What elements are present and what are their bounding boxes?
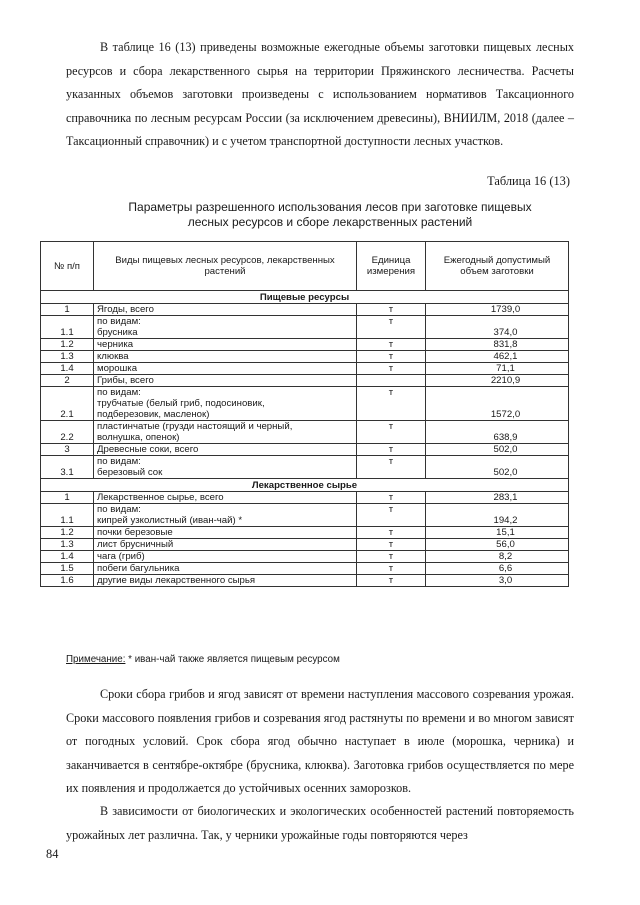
table-row — [41, 527, 569, 539]
table-row — [41, 456, 569, 479]
table-row — [41, 375, 569, 387]
row-value: 15,1 — [426, 527, 569, 539]
paragraph-yield-frequency: В зависимости от биологических и экологических особенностей растений повторяемость урожайных лет различна. Так, у черники урожайные годы повторяются через — [66, 804, 574, 842]
row-number: 1.4 — [41, 551, 94, 563]
row-name: по видам: брусника — [94, 316, 357, 339]
header-volume: Ежегодный допустимый объем заготовки — [426, 242, 569, 291]
intro-paragraph: В таблице 16 (13) приведены возможные ежегодные объемы заготовки пищевых лесных ресурсов и сбора лекарственного сырья на территории Пряжинского лесничества. Расчеты указанных объемов заготовки произведены с использованием нормативов Таксационного справочника по лесным ресурсам России (за исключением древесины), ВНИИЛМ, 2018 (далее – Таксационный справочник) и с учетом транспортной доступности лесных участков. — [66, 40, 574, 148]
table-row — [41, 504, 569, 527]
row-value: 1572,0 — [426, 387, 569, 421]
row-unit: т — [357, 304, 426, 316]
note-label: Примечание: — [66, 654, 126, 665]
row-name: Древесные соки, всего — [94, 444, 357, 456]
row-unit: т — [357, 444, 426, 456]
paragraph-harvest-timing: Сроки сбора грибов и ягод зависят от времени наступления массового созревания урожая. Сроки массового появления грибов и созревания ягод растянуты по времени и во многом зависят от погодных условий. Срок сбора ягод обычно наступает в июле (морошка, черника) и заканчивается в сентябре-октябре (брусника, клюква). Заготовка грибов осуществляется по мере их появления и продолжается до устойчивых осенних заморозков. — [66, 687, 574, 795]
header-num: № п/п — [41, 242, 94, 291]
row-name: пластинчатые (грузди настоящий и черный, волнушка, опенок) — [94, 421, 357, 444]
row-unit — [357, 375, 426, 387]
page-number: 84 — [46, 847, 59, 861]
row-number: 1.1 — [41, 504, 94, 527]
row-number: 1.2 — [41, 339, 94, 351]
section-title: Лекарственное сырье — [41, 479, 569, 492]
row-unit: т — [357, 575, 426, 587]
row-name: другие виды лекарственного сырья — [94, 575, 357, 587]
table-row — [41, 539, 569, 551]
row-value: 638,9 — [426, 421, 569, 444]
row-number: 1.3 — [41, 351, 94, 363]
table-note — [66, 654, 340, 665]
resources-table — [40, 241, 569, 587]
row-name: по видам: березовый сок — [94, 456, 357, 479]
row-value: 283,1 — [426, 492, 569, 504]
table-row — [41, 363, 569, 375]
row-unit: т — [357, 351, 426, 363]
row-name: почки березовые — [94, 527, 357, 539]
table-row — [41, 351, 569, 363]
table-number: Таблица 16 (13) — [487, 174, 570, 188]
row-name: Лекарственное сырье, всего — [94, 492, 357, 504]
table-header-row — [41, 242, 569, 291]
row-number: 1.4 — [41, 363, 94, 375]
row-value: 2210,9 — [426, 375, 569, 387]
row-name: по видам: трубчатые (белый гриб, подосиновик, подберезовик, масленок) — [94, 387, 357, 421]
row-number: 2.1 — [41, 387, 94, 421]
row-name: побеги багульника — [94, 563, 357, 575]
table-row — [41, 421, 569, 444]
note-text: * иван-чай также является пищевым ресурсом — [125, 654, 340, 665]
row-name: чага (гриб) — [94, 551, 357, 563]
row-unit: т — [357, 363, 426, 375]
row-number: 1.6 — [41, 575, 94, 587]
table-row — [41, 304, 569, 316]
table-row — [41, 575, 569, 587]
row-number: 1 — [41, 304, 94, 316]
row-value: 502,0 — [426, 444, 569, 456]
header-unit: Единица измерения — [357, 242, 426, 291]
row-name: черника — [94, 339, 357, 351]
row-value: 374,0 — [426, 316, 569, 339]
row-name: Грибы, всего — [94, 375, 357, 387]
row-name: Ягоды, всего — [94, 304, 357, 316]
table-body — [41, 291, 569, 587]
row-unit: т — [357, 421, 426, 444]
row-value: 502,0 — [426, 456, 569, 479]
table-row — [41, 387, 569, 421]
row-value: 71,1 — [426, 363, 569, 375]
row-unit: т — [357, 316, 426, 339]
row-name: по видам: кипрей узколистный (иван-чай) * — [94, 504, 357, 527]
row-unit: т — [357, 551, 426, 563]
row-unit: т — [357, 504, 426, 527]
table-row — [41, 444, 569, 456]
row-value: 3,0 — [426, 575, 569, 587]
row-number: 1.2 — [41, 527, 94, 539]
section-header-row — [41, 479, 569, 492]
row-number: 1.1 — [41, 316, 94, 339]
row-number: 2 — [41, 375, 94, 387]
row-value: 6,6 — [426, 563, 569, 575]
section-header-row — [41, 291, 569, 304]
row-name: лист брусничный — [94, 539, 357, 551]
row-value: 831,8 — [426, 339, 569, 351]
row-value: 1739,0 — [426, 304, 569, 316]
row-unit: т — [357, 339, 426, 351]
row-unit: т — [357, 387, 426, 421]
row-name: морошка — [94, 363, 357, 375]
row-unit: т — [357, 456, 426, 479]
row-value: 56,0 — [426, 539, 569, 551]
row-name: клюква — [94, 351, 357, 363]
row-unit: т — [357, 539, 426, 551]
section-title: Пищевые ресурсы — [41, 291, 569, 304]
row-number: 1.5 — [41, 563, 94, 575]
row-unit: т — [357, 527, 426, 539]
table-caption: Параметры разрешенного использования лесов при заготовке пищевых лесных ресурсов и сборе лекарственных растений — [128, 200, 532, 229]
table-row — [41, 316, 569, 339]
row-number: 2.2 — [41, 421, 94, 444]
row-number: 1 — [41, 492, 94, 504]
row-number: 3 — [41, 444, 94, 456]
row-unit: т — [357, 563, 426, 575]
header-name: Виды пищевых лесных ресурсов, лекарственных растений — [94, 242, 357, 291]
row-value: 8,2 — [426, 551, 569, 563]
row-value: 462,1 — [426, 351, 569, 363]
table-row — [41, 339, 569, 351]
table-row — [41, 492, 569, 504]
row-unit: т — [357, 492, 426, 504]
row-number: 3.1 — [41, 456, 94, 479]
row-number: 1.3 — [41, 539, 94, 551]
table-row — [41, 563, 569, 575]
row-value: 194,2 — [426, 504, 569, 527]
table-row — [41, 551, 569, 563]
